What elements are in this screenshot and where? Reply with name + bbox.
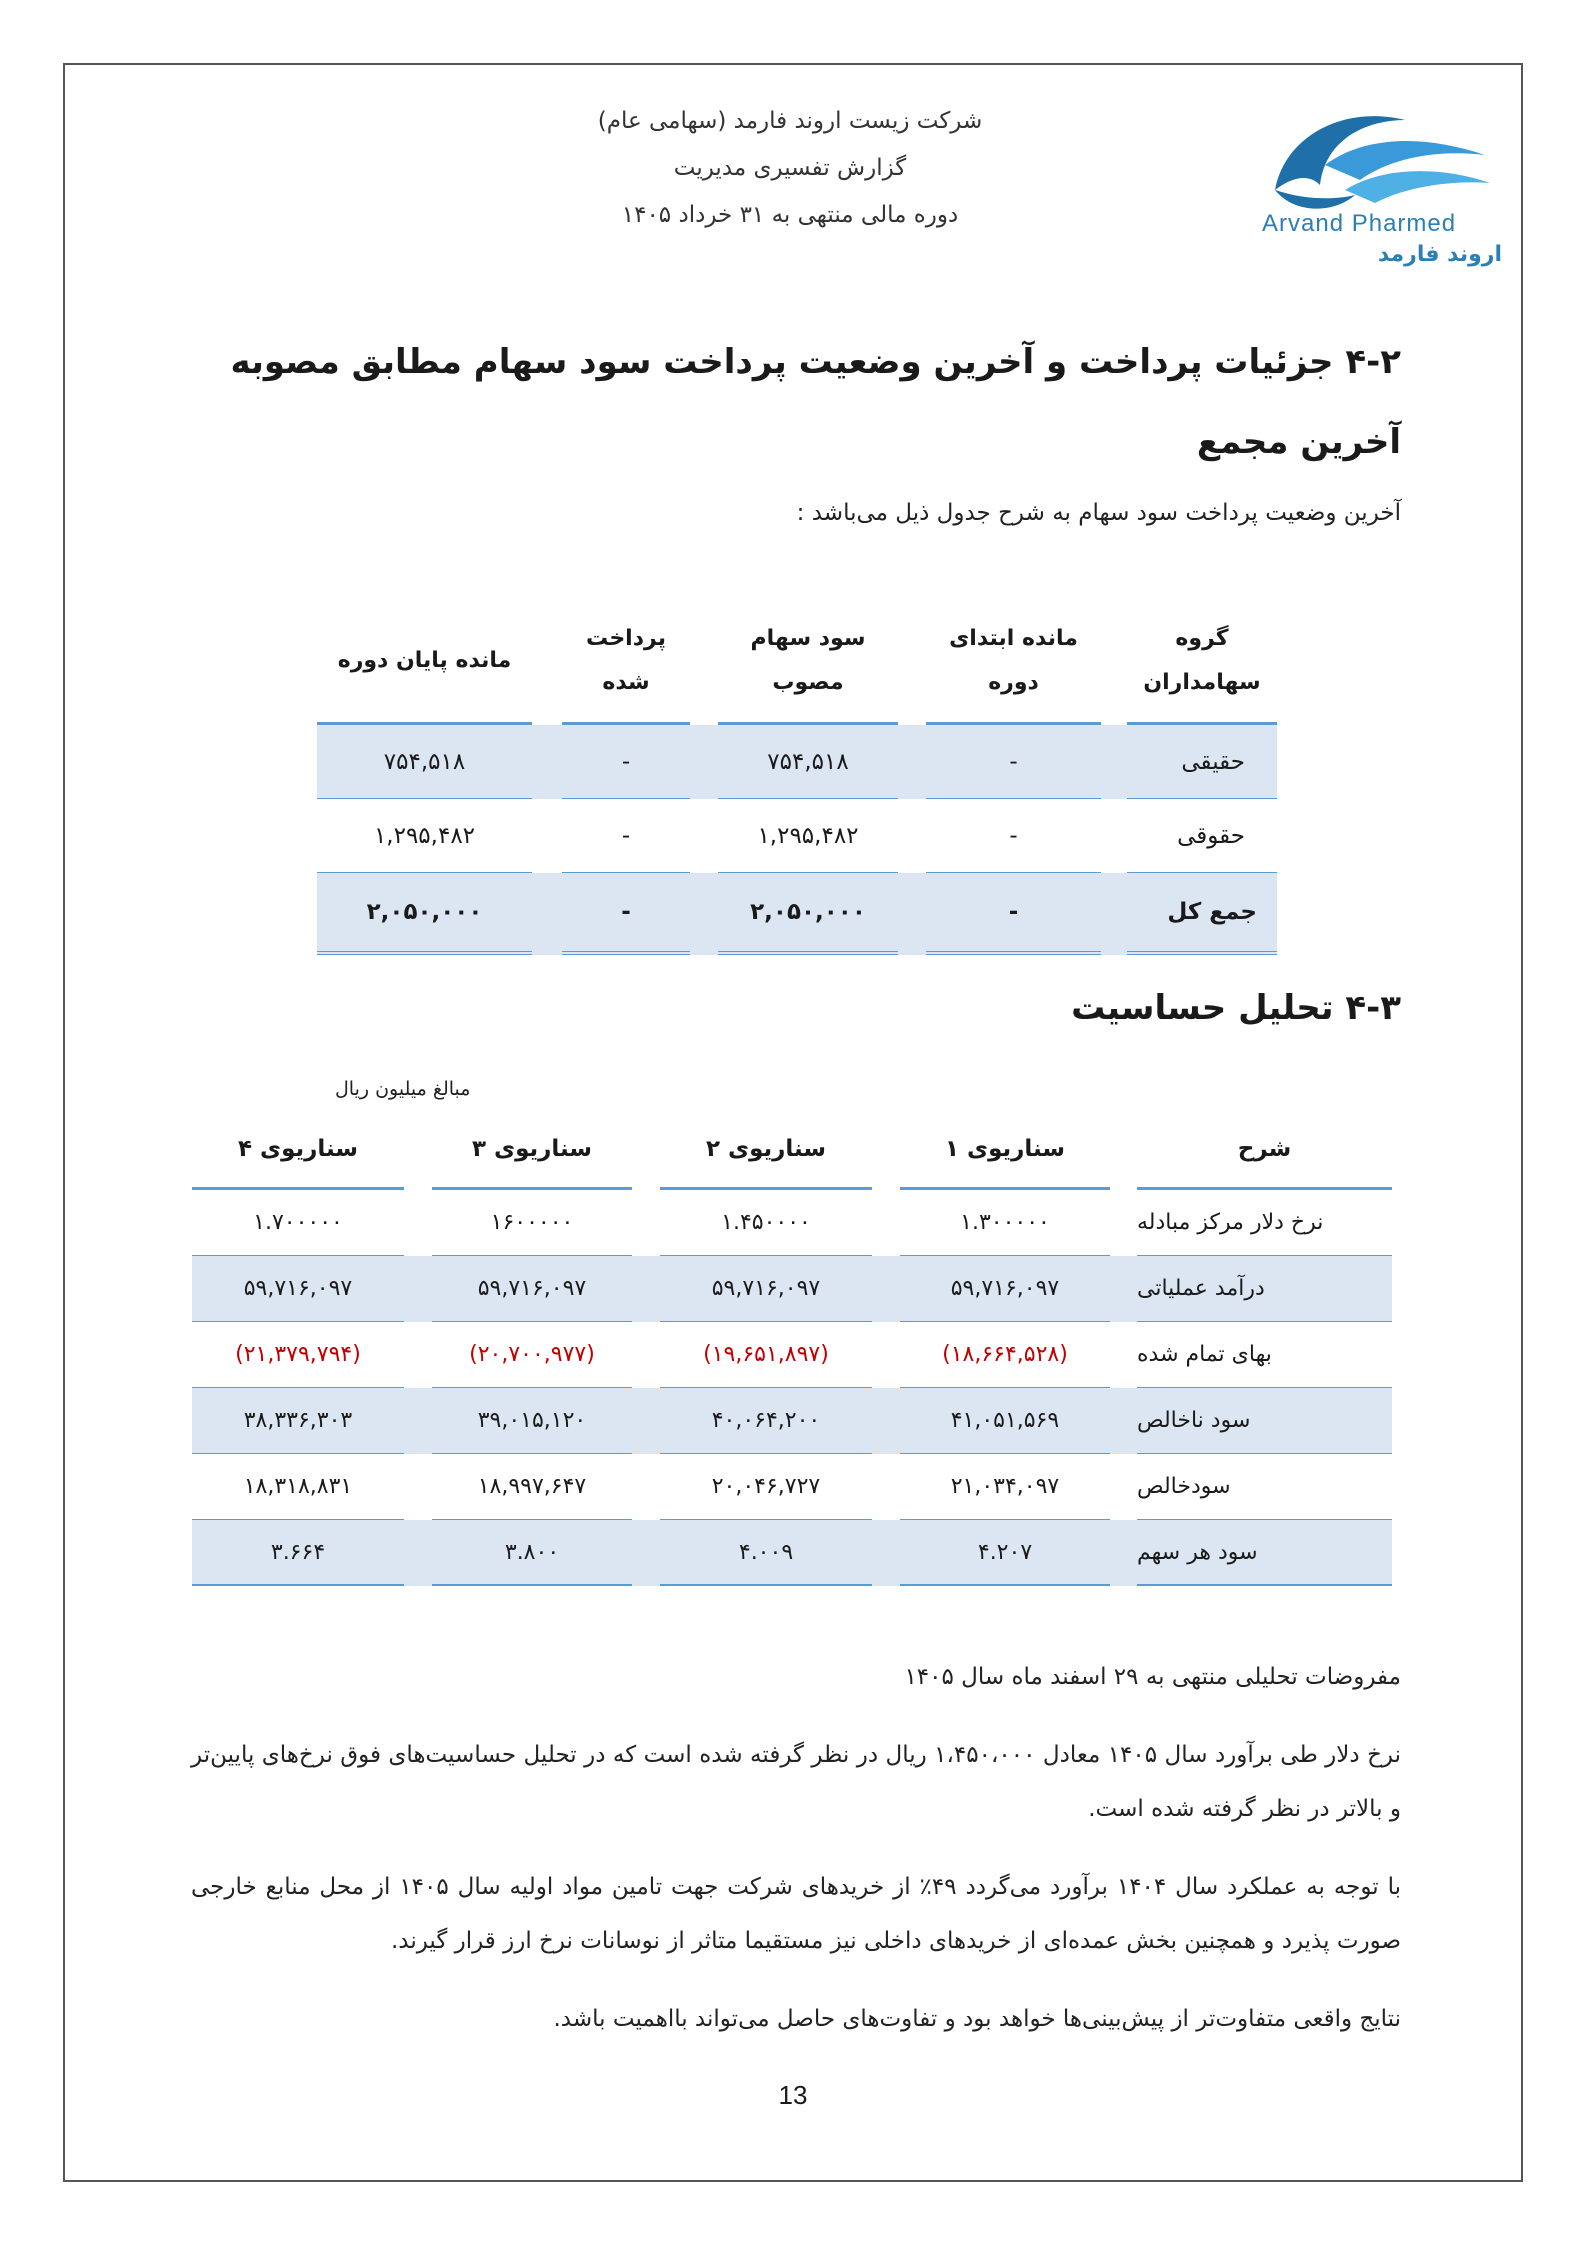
document-header [560,98,1020,239]
th-scenario-1: سناریوی ۱ [900,1110,1110,1190]
table-cell: ۱.۷۰۰۰۰۰ [192,1190,404,1256]
table-cell: (۱۹,۶۵۱,۸۹۷) [660,1322,872,1388]
table-cell: - [926,799,1101,873]
table-cell: (۲۱,۳۷۹,۷۹۴) [192,1322,404,1388]
report-title: گزارش تفسیری مدیریت [673,155,907,181]
table-cell: ۵۹,۷۱۶,۰۹۷ [192,1256,404,1322]
table-cell-total-label: جمع کل [1127,873,1277,955]
table-cell: ۴.۰۰۹ [660,1520,872,1586]
assumption-paragraph-3: نتایج واقعی متفاوت‌تر از پیش‌بینی‌ها خواهد بود و تفاوت‌های حاصل می‌تواند بااهمیت باشد. [553,2006,1401,2032]
report-period: دوره مالی منتهی به ۳۱ خرداد ۱۴۰۵ [621,202,959,228]
row-label: نرخ دلار مرکز مبادله [1137,1190,1392,1256]
table-cell: ۲۰,۰۴۶,۷۲۷ [660,1454,872,1520]
row-label: درآمد عملیاتی [1137,1256,1392,1322]
th-paid: پرداخت شده [562,600,690,725]
table-cell: ۱.۴۵۰۰۰۰ [660,1190,872,1256]
table-cell: - [562,799,690,873]
table-cell: - [562,873,690,955]
table-cell: (۲۰,۷۰۰,۹۷۷) [432,1322,632,1388]
th-scenario-2: سناریوی ۲ [660,1110,872,1190]
table-cell: - [562,725,690,799]
row-label: سود هر سهم [1137,1520,1392,1586]
table-cell: ۱.۳۰۰۰۰۰ [900,1190,1110,1256]
table-cell: (۱۸,۶۶۴,۵۲۸) [900,1322,1110,1388]
table-cell: ۳۹,۰۱۵,۱۲۰ [432,1388,632,1454]
row-label: بهای تمام شده [1137,1322,1392,1388]
logo-name-fa: اروند فارمد [1377,242,1502,267]
table-cell: - [926,725,1101,799]
logo-name-en: Arvand Pharmed [1262,210,1457,237]
table-cell: ۲,۰۵۰,۰۰۰ [718,873,898,955]
assumptions-title: مفروضات تحلیلی منتهی به ۲۹ اسفند ماه سال ۱۴۰۵ [904,1664,1401,1690]
table-cell: ۱۶۰۰۰۰۰ [432,1190,632,1256]
th-closing-balance: مانده پایان دوره [317,600,532,725]
table-cell: ۷۵۴,۵۱۸ [317,725,532,799]
table-cell: ۲۱,۰۳۴,۰۹۷ [900,1454,1110,1520]
table-cell: ۴۰,۰۶۴,۲۰۰ [660,1388,872,1454]
table-cell: ۵۹,۷۱۶,۰۹۷ [660,1256,872,1322]
table-cell: ۵۹,۷۱۶,۰۹۷ [432,1256,632,1322]
table-cell: ۱۸,۳۱۸,۸۳۱ [192,1454,404,1520]
th-description: شرح [1137,1110,1392,1190]
th-shareholder-group: گروه سهامداران [1127,600,1277,725]
unit-note: مبالغ میلیون ریال [335,1078,471,1100]
table-cell: حقیقی [1127,725,1277,799]
table-cell: ۵۹,۷۱۶,۰۹۷ [900,1256,1110,1322]
assumption-paragraph-2: با توجه به عملکرد سال ۱۴۰۴ برآورد می‌گردد ۴۹٪ از خریدهای شرکت جهت تامین مواد اولیه سال ۱۴۰۵ از محل منابع خارجی صورت پذیرد و همچنین بخش عمده‌ای از خریدهای داخلی نیز مستقیما متاثر از نوسانات نرخ ارز قرار گیرند. [191,1874,1401,1954]
table-cell: ۳۸,۳۳۶,۳۰۳ [192,1388,404,1454]
page-number: 13 [778,2080,808,2110]
table-cell: حقوقی [1127,799,1277,873]
table-cell: ۳.۸۰۰ [432,1520,632,1586]
th-opening-balance: مانده ابتدای دوره [926,600,1101,725]
row-label: سودخالص [1137,1454,1392,1520]
table-cell: ۴۱,۰۵۱,۵۶۹ [900,1388,1110,1454]
table-cell: ۳.۶۶۴ [192,1520,404,1586]
section-4-2-title: ۴-۲ جزئیات پرداخت و آخرین وضعیت پرداخت سود سهام مطابق مصوبه آخرین مجمع [230,342,1401,462]
row-label: سود ناخالص [1137,1388,1392,1454]
table-cell: ۱۸,۹۹۷,۶۴۷ [432,1454,632,1520]
table-cell: - [926,873,1101,955]
table-cell: ۱,۲۹۵,۴۸۲ [317,799,532,873]
th-approved-dividend: سود سهام مصوب [718,600,898,725]
th-scenario-3: سناریوی ۳ [432,1110,632,1190]
table-cell: ۴.۲۰۷ [900,1520,1110,1586]
table-cell: ۲,۰۵۰,۰۰۰ [317,873,532,955]
assumption-paragraph-1: نرخ دلار طی برآورد سال ۱۴۰۵ معادل ۱،۴۵۰،۰۰۰ ریال در نظر گرفته شده است که در تحلیل حساسیت‌های فوق نرخ‌های پایین‌تر و بالاتر در نظر گرفته شده است. [191,1742,1402,1822]
section-4-2-intro: آخرین وضعیت پرداخت سود سهام به شرح جدول ذیل می‌باشد : [796,500,1401,526]
table-cell: ۷۵۴,۵۱۸ [718,725,898,799]
section-4-3-title: ۴-۳ تحلیل حساسیت [1071,988,1401,1028]
table-cell: ۱,۲۹۵,۴۸۲ [718,799,898,873]
company-name: شرکت زیست اروند فارمد (سهامی عام) [597,108,983,134]
th-scenario-4: سناریوی ۴ [192,1110,404,1190]
